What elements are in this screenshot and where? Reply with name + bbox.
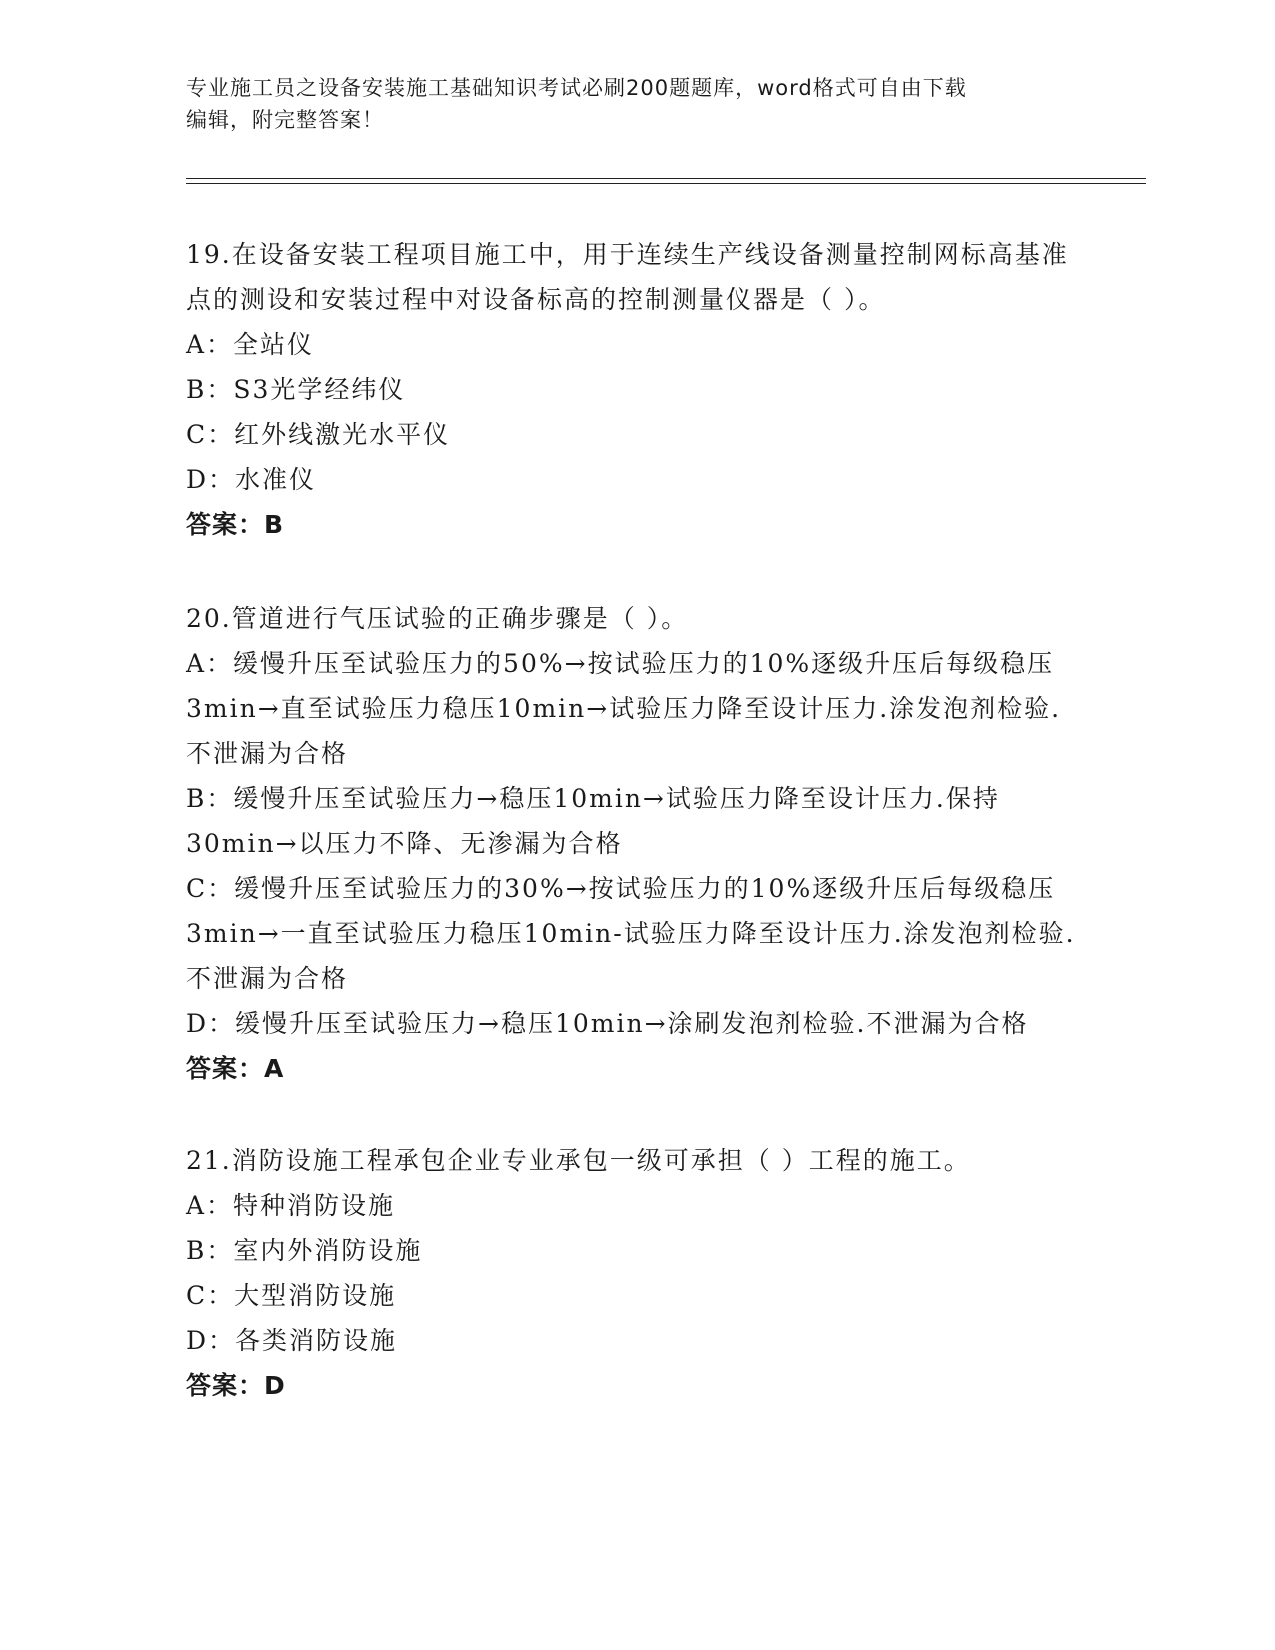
question-stem: 21.消防设施工程承包企业专业承包一级可承担（ ）工程的施工。 [186, 1146, 971, 1175]
header-line-1: 专业施工员之设备安装施工基础知识考试必刷200题题库，word格式可自由下载 [186, 76, 967, 100]
question-21 [186, 1138, 1086, 1408]
answer-label: 答案：D [186, 1371, 286, 1400]
header-divider-bottom [186, 183, 1146, 184]
option-d: D：水准仪 [186, 465, 317, 494]
option-d: D：各类消防设施 [186, 1326, 398, 1355]
question-stem: 19.在设备安装工程项目施工中，用于连续生产线设备测量控制网标高基准点的测设和安装过程中对设备标高的控制测量仪器是（ ）。 [186, 240, 1069, 314]
option-b: B：S3光学经纬仪 [186, 375, 406, 404]
option-c: C：大型消防设施 [186, 1281, 397, 1310]
answer-label: 答案：B [186, 510, 285, 539]
header-line-2: 编辑，附完整答案！ [186, 108, 384, 132]
header-divider-top [186, 178, 1146, 179]
option-c: C：红外线激光水平仪 [186, 420, 451, 449]
option-a: A：全站仪 [186, 330, 315, 359]
question-stem: 20.管道进行气压试验的正确步骤是（ ）。 [186, 604, 689, 633]
option-b: B：缓慢升压至试验压力→稳压10min→试验压力降至设计压力.保持30min→以压力不降、无渗漏为合格 [186, 784, 1000, 858]
option-c: C：缓慢升压至试验压力的30%→按试验压力的10%逐级升压后每级稳压3min→一直至试验压力稳压10min-试验压力降至设计压力.涂发泡剂检验.不泄漏为合格 [186, 874, 1076, 993]
question-20 [186, 596, 1086, 1091]
question-19 [186, 232, 1086, 547]
option-a: A：特种消防设施 [186, 1191, 396, 1220]
page-header [186, 72, 1066, 136]
option-d: D：缓慢升压至试验压力→稳压10min→涂刷发泡剂检验.不泄漏为合格 [186, 1009, 1029, 1038]
option-b: B：室内外消防设施 [186, 1236, 423, 1265]
option-a: A：缓慢升压至试验压力的50%→按试验压力的10%逐级升压后每级稳压3min→直至试验压力稳压10min→试验压力降至设计压力.涂发泡剂检验.不泄漏为合格 [186, 649, 1062, 768]
answer-label: 答案：A [186, 1054, 285, 1083]
